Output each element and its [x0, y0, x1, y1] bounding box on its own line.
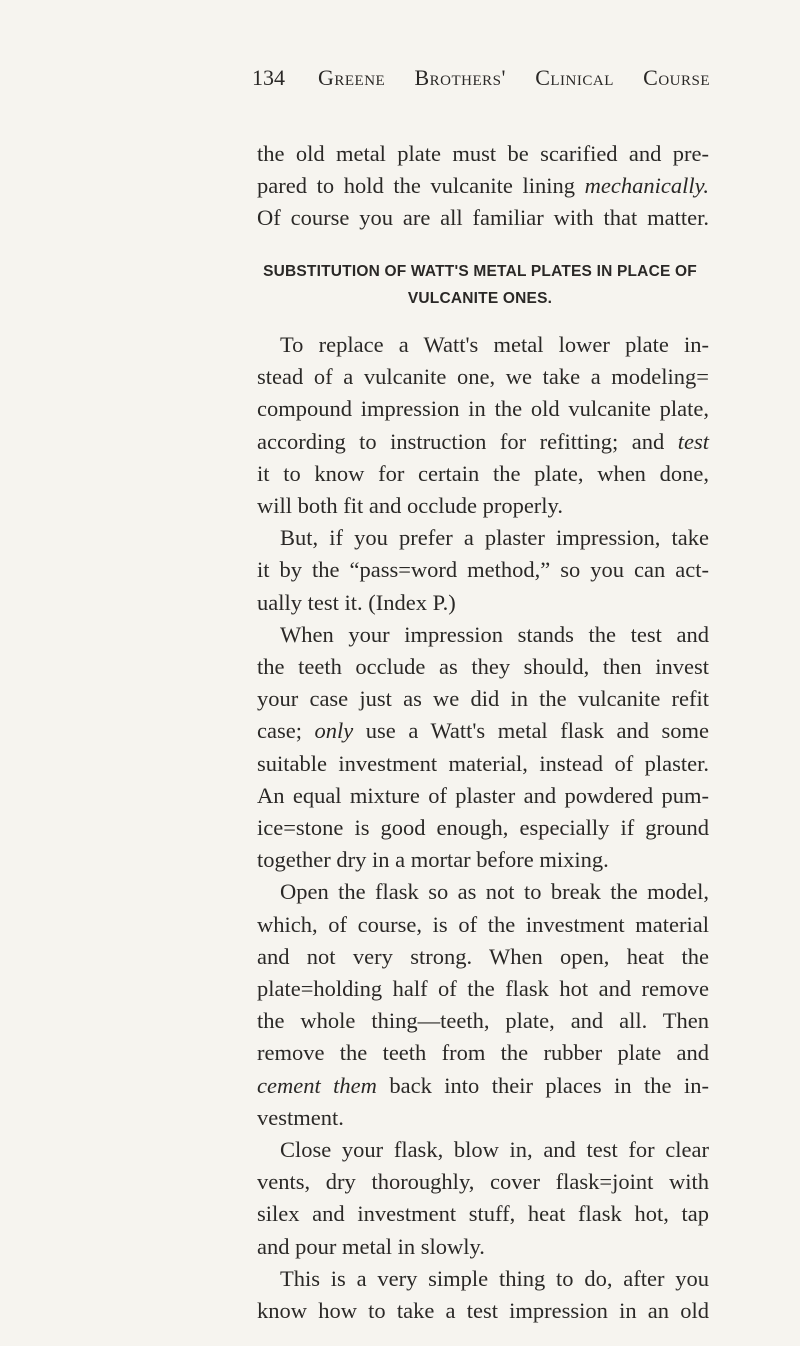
text-line	[257, 975, 709, 1003]
text-segment: plate=holding half of the flask hot and remove	[257, 976, 709, 1001]
text-line	[280, 621, 709, 649]
text-segment: ually test it. (Index P.)	[257, 589, 456, 615]
text-line	[257, 172, 709, 200]
text-line	[257, 1233, 709, 1261]
text-segment: the old metal plate must be scarified and pre-	[257, 141, 709, 166]
text-line	[257, 428, 709, 456]
text-line	[280, 331, 709, 359]
text-line	[257, 653, 709, 681]
text-line	[257, 846, 709, 874]
text-line	[280, 1136, 709, 1164]
text-line	[257, 1297, 709, 1325]
text-segment: your case just as we did in the vulcanite refit	[257, 686, 709, 712]
text-segment: remove the teeth from the rubber plate and	[257, 1040, 709, 1066]
text-segment: and not very strong. When open, heat the	[257, 943, 709, 969]
text-segment: and pour metal in slowly.	[257, 1233, 485, 1259]
text-line	[257, 395, 709, 423]
text-line	[257, 1168, 709, 1196]
text-line	[257, 363, 709, 391]
text-line	[257, 717, 709, 745]
text-segment: which, of course, is of the investment material	[257, 911, 709, 937]
text-segment: Of course you are all familiar with that matter.	[257, 205, 709, 231]
italic-text: mechanically.	[584, 173, 709, 199]
text-segment: together dry in a mortar before mixing.	[257, 847, 609, 873]
text-segment: case;	[257, 718, 315, 744]
text-segment: will both fit and occlude properly.	[257, 493, 563, 518]
text-segment: it by the “pass=word method,” so you can act-	[257, 557, 709, 583]
text-line	[257, 492, 709, 520]
text-segment: vestment.	[257, 1104, 344, 1130]
text-segment: An equal mixture of plaster and powdered pum-	[257, 782, 709, 808]
text-line	[257, 1007, 709, 1035]
text-line	[257, 1200, 709, 1228]
text-segment: know how to take a test impression in an old	[257, 1298, 709, 1323]
text-segment: compound impression in the old vulcanite plate,	[257, 396, 709, 422]
text-line	[257, 556, 709, 584]
running-head: Greene Brothers' Clinical Course	[318, 65, 710, 90]
text-line	[257, 1072, 709, 1100]
italic-text: only	[314, 718, 354, 744]
text-segment: the whole thing—teeth, plate, and all. Then	[257, 1008, 709, 1034]
text-segment: stead of a vulcanite one, we take a modeling=	[257, 364, 709, 390]
text-segment: To replace a Watt's metal lower plate in-	[280, 332, 709, 357]
text-line	[280, 1265, 709, 1293]
text-segment: This is a very simple thing to do, after you	[280, 1265, 709, 1291]
text-line	[257, 1039, 709, 1067]
section-heading-line-2: VULCANITE ONES.	[407, 290, 553, 307]
text-segment: Close your flask, blow in, and test for clear	[280, 1137, 709, 1162]
text-segment: vents, dry thoroughly, cover flask=joint with	[257, 1169, 709, 1195]
text-line	[257, 943, 709, 971]
text-segment: the teeth occlude as they should, then invest	[257, 654, 709, 679]
text-segment: suitable investment material, instead of plaster.	[257, 750, 709, 776]
text-line	[257, 460, 709, 488]
page-number: 134	[252, 65, 285, 90]
text-segment: But, if you prefer a plaster impression, take	[280, 525, 709, 551]
section-heading-line-1: SUBSTITUTION OF WATT'S METAL PLATES IN PLACE OF	[263, 263, 697, 280]
text-line	[257, 685, 709, 713]
text-line	[257, 140, 709, 168]
text-line	[257, 750, 709, 778]
text-line	[257, 1104, 709, 1132]
italic-text: test	[677, 428, 709, 454]
text-line	[257, 204, 709, 232]
italic-text: cement them	[257, 1072, 377, 1098]
text-line	[257, 782, 709, 810]
text-line	[257, 589, 709, 617]
text-segment: silex and investment stuff, heat flask hot, tap	[257, 1201, 709, 1227]
text-segment: ice=stone is good enough, especially if ground	[257, 815, 709, 840]
text-line	[257, 911, 709, 939]
text-line	[280, 878, 709, 906]
text-segment: use a Watt's metal flask and some	[353, 718, 709, 744]
text-segment: When your impression stands the test and	[280, 621, 709, 647]
text-line	[280, 524, 709, 552]
text-line	[257, 814, 709, 842]
text-segment: back into their places in the in-	[376, 1072, 709, 1098]
text-segment: according to instruction for refitting; and	[257, 428, 678, 454]
text-segment: it to know for certain the plate, when done,	[257, 460, 709, 486]
text-segment: Open the flask so as not to break the model,	[280, 879, 709, 905]
text-segment: pared to hold the vulcanite lining	[257, 173, 585, 199]
